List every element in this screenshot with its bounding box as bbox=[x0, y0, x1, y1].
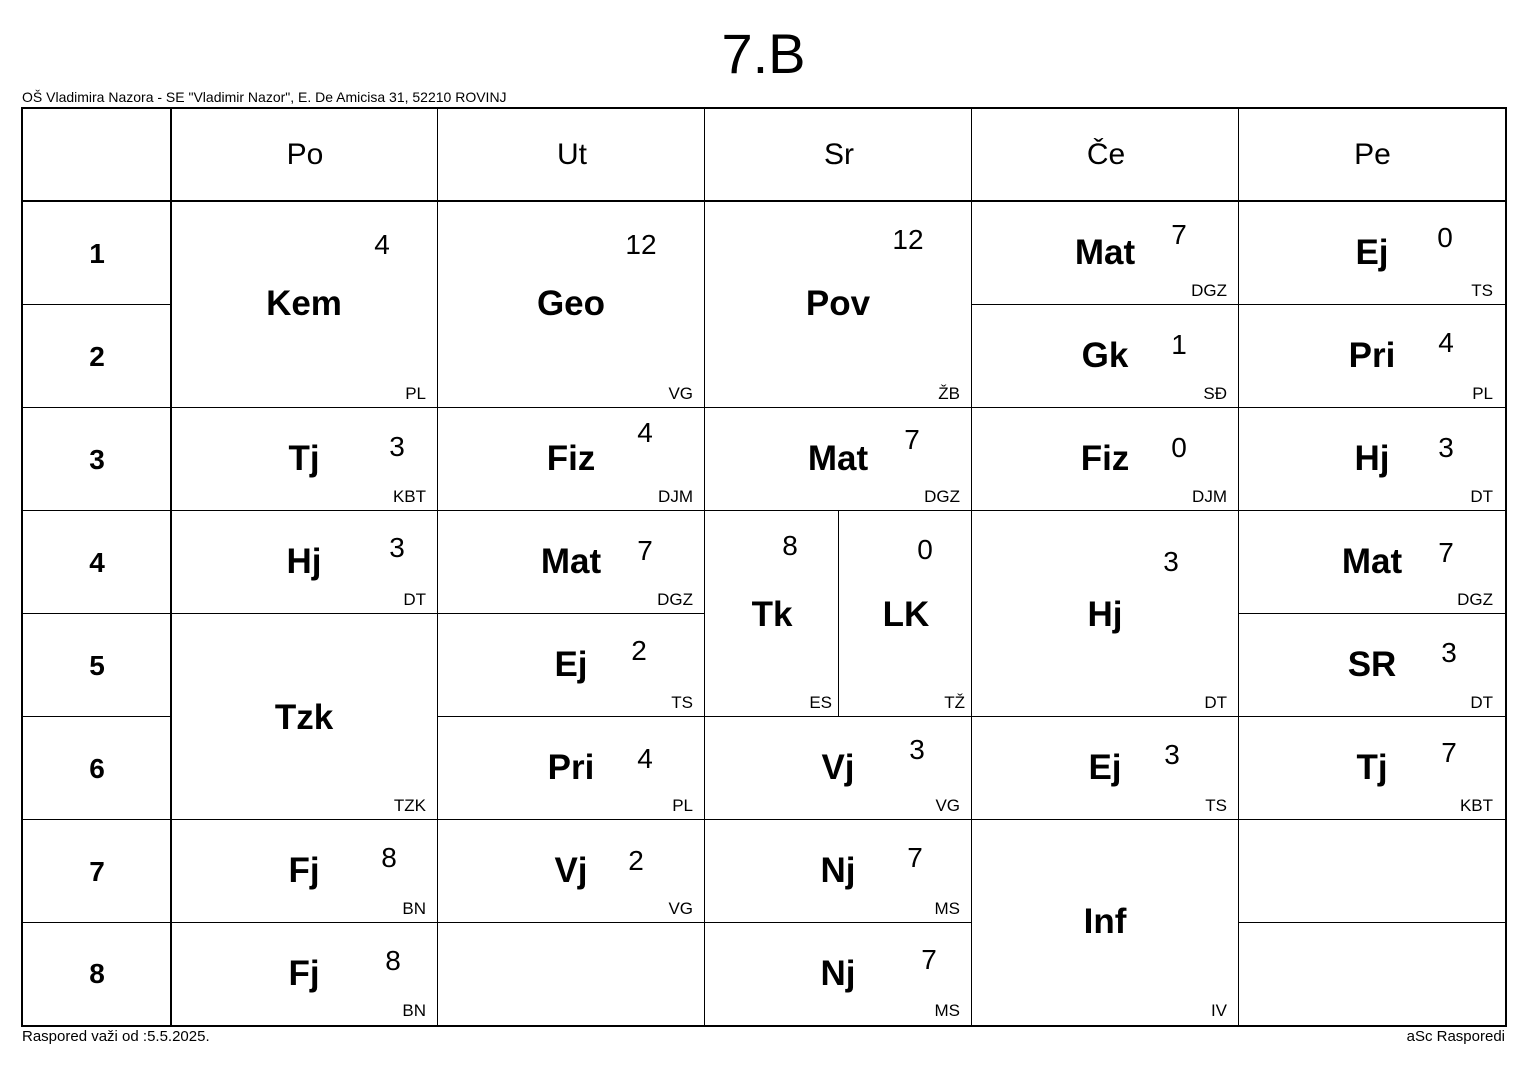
teacher: KBT bbox=[1459, 796, 1493, 815]
subject: Kem bbox=[266, 284, 342, 323]
lesson-cell bbox=[438, 408, 705, 511]
school-name: OŠ Vladimira Nazora - SE "Vladimir Nazor", E. De Amicisa 31, 52210 ROVINJ bbox=[22, 89, 507, 105]
room-number: 0 bbox=[1171, 432, 1187, 463]
room-number: 1 bbox=[1171, 329, 1187, 360]
subject: Geo bbox=[536, 284, 606, 323]
room-number: 12 bbox=[892, 224, 924, 255]
subject: Tzk bbox=[274, 698, 334, 737]
subject: Fj bbox=[288, 954, 320, 993]
lesson-cell bbox=[438, 614, 705, 717]
period-number: 1 bbox=[89, 237, 105, 269]
subject: Ej bbox=[1355, 233, 1389, 272]
room-number: 3 bbox=[909, 734, 925, 765]
subject: Nj bbox=[820, 954, 856, 993]
period-number: 8 bbox=[89, 958, 105, 989]
lesson-cell bbox=[1239, 717, 1505, 820]
room-number: 8 bbox=[782, 530, 798, 561]
teacher: DGZ bbox=[1457, 590, 1493, 609]
subject: Fj bbox=[288, 851, 320, 890]
lesson-cell bbox=[705, 511, 839, 717]
day-header-ut: Ut bbox=[557, 138, 587, 171]
room-number: 4 bbox=[637, 417, 653, 448]
room-number: 7 bbox=[907, 842, 923, 873]
teacher: DJM bbox=[658, 487, 693, 506]
teacher: VG bbox=[935, 796, 960, 815]
subject: Mat bbox=[540, 542, 602, 581]
subject: Hj bbox=[1354, 439, 1390, 478]
lesson-cell bbox=[705, 408, 972, 511]
room-number: 8 bbox=[385, 945, 401, 976]
lesson-cell bbox=[839, 511, 972, 717]
subject: Ej bbox=[554, 645, 588, 684]
period-number: 5 bbox=[89, 649, 105, 681]
room-number: 0 bbox=[917, 534, 933, 565]
lesson-cell bbox=[438, 511, 705, 614]
teacher: VG bbox=[668, 899, 693, 918]
period-number: 2 bbox=[89, 340, 105, 372]
lesson-cell bbox=[705, 717, 972, 820]
period-number: 3 bbox=[89, 443, 105, 475]
room-number: 8 bbox=[381, 842, 397, 873]
room-number: 3 bbox=[389, 532, 405, 563]
room-number: 7 bbox=[1438, 537, 1454, 568]
room-number: 7 bbox=[921, 944, 937, 975]
teacher: TS bbox=[671, 693, 693, 712]
day-header-pe: Pe bbox=[1354, 138, 1391, 171]
subject: Inf bbox=[1083, 902, 1127, 941]
room-number: 7 bbox=[904, 424, 920, 455]
teacher: SĐ bbox=[1203, 384, 1227, 403]
period-number: 4 bbox=[89, 546, 105, 578]
subject: Tk bbox=[751, 595, 793, 634]
subject: Nj bbox=[820, 851, 856, 890]
room-number: 3 bbox=[1441, 637, 1457, 668]
teacher: ŽB bbox=[938, 384, 960, 403]
lesson-cell bbox=[705, 202, 972, 408]
lesson-cell bbox=[171, 614, 438, 820]
software-credit: aSc Rasporedi bbox=[1406, 1028, 1505, 1045]
teacher: DT bbox=[403, 590, 426, 609]
timetable-grid bbox=[21, 107, 1507, 1027]
lesson-cell bbox=[705, 923, 972, 1025]
room-number: 0 bbox=[1437, 222, 1453, 253]
period-number: 7 bbox=[89, 855, 105, 887]
lesson-cell bbox=[171, 408, 438, 511]
subject: Ej bbox=[1088, 748, 1122, 787]
lesson-cell bbox=[972, 305, 1239, 408]
lesson-cell bbox=[705, 820, 972, 923]
teacher: IV bbox=[1210, 1001, 1227, 1020]
day-header-ce: Če bbox=[1086, 138, 1126, 171]
subject: Vj bbox=[821, 748, 855, 787]
room-number: 7 bbox=[1171, 219, 1187, 250]
subject: Hj bbox=[1087, 595, 1123, 634]
teacher: MS bbox=[934, 899, 960, 918]
subject: Mat bbox=[1074, 233, 1136, 272]
subject: Vj bbox=[554, 851, 588, 890]
lesson-cell bbox=[438, 202, 705, 408]
lesson-cell bbox=[972, 511, 1239, 717]
subject: Pri bbox=[1348, 336, 1396, 375]
lesson-cell bbox=[1239, 408, 1505, 511]
room-number: 7 bbox=[637, 535, 653, 566]
subject: Hj bbox=[286, 542, 322, 581]
teacher: BN bbox=[402, 899, 426, 918]
teacher: DT bbox=[1470, 487, 1493, 506]
teacher: DJM bbox=[1192, 487, 1227, 506]
lesson-cell bbox=[972, 820, 1239, 1025]
valid-from-note: Raspored važi od :5.5.2025. bbox=[22, 1028, 210, 1045]
period-number: 6 bbox=[89, 752, 105, 784]
room-number: 12 bbox=[625, 229, 657, 260]
room-number: 7 bbox=[1441, 737, 1457, 768]
teacher: KBT bbox=[392, 487, 426, 506]
teacher: PL bbox=[405, 384, 426, 403]
lesson-cell bbox=[972, 202, 1239, 305]
subject: Fiz bbox=[546, 439, 596, 478]
subject: Pov bbox=[805, 284, 871, 323]
page-title: 7.B bbox=[721, 22, 806, 85]
teacher: DGZ bbox=[657, 590, 693, 609]
room-number: 3 bbox=[1438, 432, 1454, 463]
room-number: 4 bbox=[1438, 327, 1454, 358]
lesson-cell bbox=[1239, 511, 1505, 614]
room-number: 3 bbox=[1163, 546, 1179, 577]
teacher: DGZ bbox=[924, 487, 960, 506]
room-number: 3 bbox=[389, 431, 405, 462]
teacher: TZK bbox=[393, 796, 426, 815]
subject: SR bbox=[1347, 645, 1397, 684]
day-header-sr: Sr bbox=[824, 138, 854, 171]
lesson-cell bbox=[972, 408, 1239, 511]
teacher: TŽ bbox=[944, 693, 965, 712]
subject: Tj bbox=[1356, 748, 1388, 787]
lesson-cell bbox=[972, 717, 1239, 820]
teacher: DT bbox=[1204, 693, 1227, 712]
subject: Tj bbox=[288, 439, 320, 478]
subject: Fiz bbox=[1080, 439, 1130, 478]
subject: Gk bbox=[1081, 336, 1129, 375]
lesson-cell bbox=[1239, 614, 1505, 717]
lesson-cell bbox=[171, 202, 438, 408]
room-number: 3 bbox=[1164, 739, 1180, 770]
lesson-cell bbox=[1239, 202, 1505, 305]
teacher: MS bbox=[934, 1001, 960, 1020]
teacher: DT bbox=[1470, 693, 1493, 712]
teacher: DGZ bbox=[1191, 281, 1227, 300]
room-number: 4 bbox=[374, 229, 390, 260]
lesson-cell bbox=[171, 923, 438, 1025]
teacher: TS bbox=[1205, 796, 1227, 815]
subject: Pri bbox=[547, 748, 595, 787]
teacher: BN bbox=[402, 1001, 426, 1020]
teacher: PL bbox=[672, 796, 693, 815]
day-header-po: Po bbox=[286, 138, 324, 171]
lesson-cell bbox=[171, 511, 438, 614]
teacher: ES bbox=[809, 693, 832, 712]
lesson-cell bbox=[438, 717, 705, 820]
room-number: 4 bbox=[637, 743, 653, 774]
teacher: PL bbox=[1472, 384, 1493, 403]
lesson-cell bbox=[171, 820, 438, 923]
lesson-cell bbox=[438, 820, 705, 923]
teacher: VG bbox=[668, 384, 693, 403]
lesson-cell bbox=[1239, 305, 1505, 408]
subject: Mat bbox=[807, 439, 869, 478]
room-number: 2 bbox=[628, 845, 644, 876]
room-number: 2 bbox=[631, 635, 647, 666]
lesson-divider bbox=[1239, 922, 1505, 923]
subject: LK bbox=[882, 595, 930, 634]
subject: Mat bbox=[1341, 542, 1403, 581]
teacher: TS bbox=[1471, 281, 1493, 300]
